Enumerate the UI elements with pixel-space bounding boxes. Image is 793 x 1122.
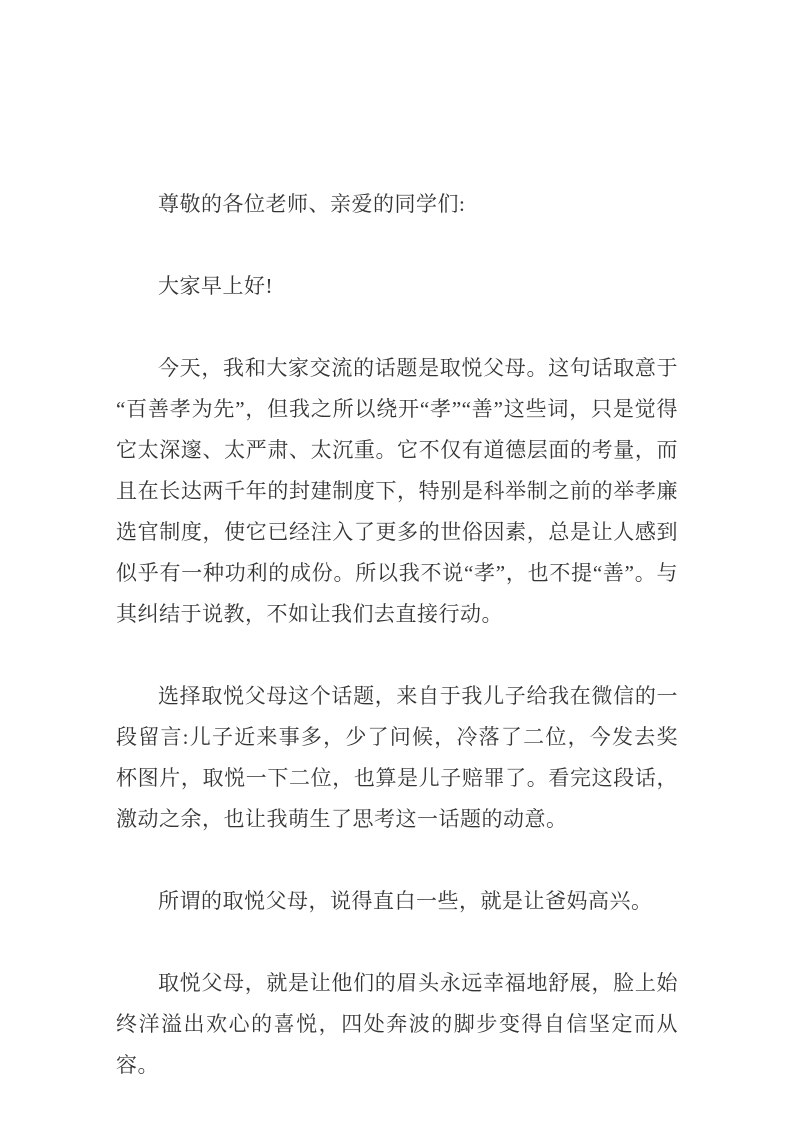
paragraph-topic-intro: 今天，我和大家交流的话题是取悦父母。这句话取意于“百善孝为先”，但我之所以绕开“孝”“善”这些词，只是觉得它太深邃、太严肃、太沉重。它不仅有道德层面的考量，而且在长达两千年的封建制度下，特别是科举制之前的举孝廉选官制度，使它已经注入了更多的世俗因素，总是让人感到似乎有一种功利的成份。所以我不说“孝”，也不提“善”。与其纠结于说教，不如让我们去直接行动。	[116, 356, 678, 626]
paragraph-elaboration: 取悦父母，就是让他们的眉头永远幸福地舒展，脸上始终洋溢出欢心的喜悦，四处奔波的脚步变得自信坚定而从容。	[116, 971, 678, 1077]
greeting-line: 大家早上好!	[158, 274, 273, 298]
paragraph-definition: 所谓的取悦父母，说得直白一些，就是让爸妈高兴。	[158, 889, 653, 913]
salutation-line: 尊敬的各位老师、亲爱的同学们:	[158, 192, 466, 216]
document-text-body	[116, 184, 678, 1086]
paragraph-wechat-story: 选择取悦父母这个话题，来自于我儿子给我在微信的一段留言:儿子近来事多，少了问候，冷落了二位，今发去奖杯图片，取悦一下二位，也算是儿子赔罪了。看完这段话，激动之余，也让我萌生了思考这一话题的动意。	[116, 684, 678, 831]
